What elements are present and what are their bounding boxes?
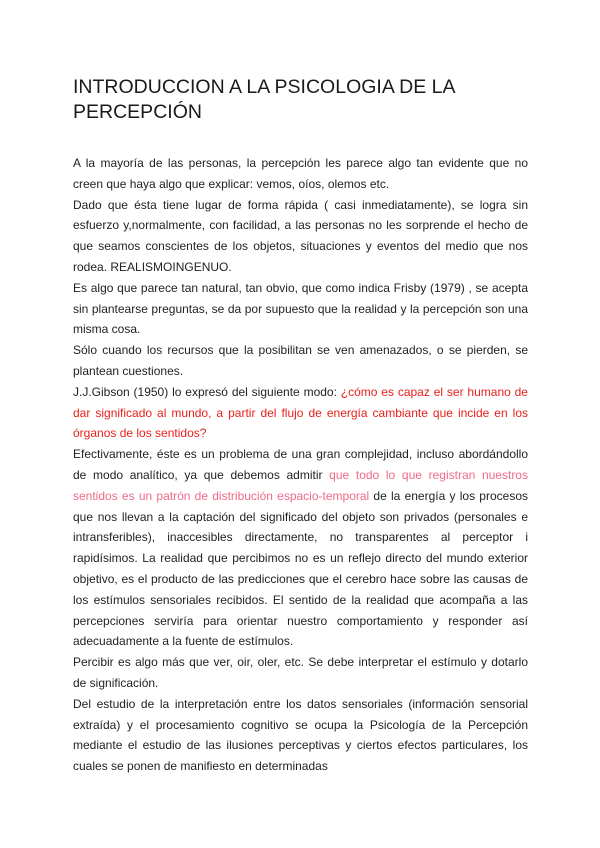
paragraph-text: de la energía y los procesos que nos llevan a la captación del significado del objeto son privados (personales e intransferibles), inaccesibles directamente, no transparentes al perceptor i rapidísimos. La realidad que percibimos no es un reflejo directo del mundo exterior objetivo, es el producto de las predicciones que el cerebro hace sobre las causas de los estímulos sensoriales recibidos. El sentido de la realidad que acompaña a las percepciones serviría para orientar nuestro comportamiento y responder así adecuadamente a la fuente de estímulos. [73, 488, 528, 649]
paragraph-gibson [73, 382, 528, 444]
paragraph-text: Es algo que parece tan natural, tan obvio, que como indica Frisby (1979) , se acepta sin plantearse preguntas, se da por supuesto que la realidad y la percepción son una misma cosa. [73, 280, 528, 337]
paragraph-psychology-of-perception [73, 694, 528, 777]
paragraph-intro [73, 153, 528, 195]
spatiotemporal-pattern-highlight: que todo lo que registran nuestros sentidos es un patrón de distribución espacio-temporal [73, 467, 528, 503]
paragraph-resources [73, 340, 528, 382]
page-title: INTRODUCCION A LA PSICOLOGIA DE LA PERCEPCIÓN [73, 76, 455, 123]
paragraph-text: Dado que ésta tiene lugar de forma rápida ( casi inmediatamente), se logra sin esfuerzo y,normalmente, con facilidad, a las personas no les sorprende el hecho de que seamos conscientes de los objetos, situaciones y eventos del medio que nos rodea. REALISMOINGENUO. [73, 197, 528, 274]
paragraph-text: J.J.Gibson (1950) lo expresó del siguiente modo: [73, 384, 341, 399]
paragraph-text: Efectivamente, éste es un problema de una gran complejidad, incluso abordándollo de modo analítico, ya que debemos admitir [73, 447, 528, 482]
gibson-question-highlight: ¿cómo es capaz el ser humano de dar significado al mundo, a partir del flujo de energía cambiante que incide en los órganos de los sentidos? [73, 384, 528, 441]
paragraph-text: A la mayoría de las personas, la percepción les parece algo tan evidente que no creen que haya algo que explicar: vemos, oíos, olemos etc. [73, 156, 528, 191]
paragraph-perceiving [73, 652, 528, 694]
paragraph-text: Sólo cuando los recursos que la posibilitan se ven amenazados, o se pierden, se plantean cuestiones. [73, 343, 528, 378]
paragraph-text: Del estudio de la interpretación entre los datos sensoriales (información sensorial extraída) y el procesamiento cognitivo se ocupa la Psicología de la Percepción mediante el estudio de las ilusiones perceptivas y ciertos efectos particulares, los cuales se ponen de manifiesto en determinadas [73, 696, 528, 774]
paragraph-text: Percibir es algo más que ver, oir, oler, etc. Se debe interpretar el estímulo y dotarlo de significación. [73, 655, 528, 690]
paragraph-rapid-perception [73, 195, 528, 278]
paragraph-complexity [73, 444, 528, 652]
paragraph-frisby [73, 278, 528, 340]
document-body [73, 153, 528, 777]
